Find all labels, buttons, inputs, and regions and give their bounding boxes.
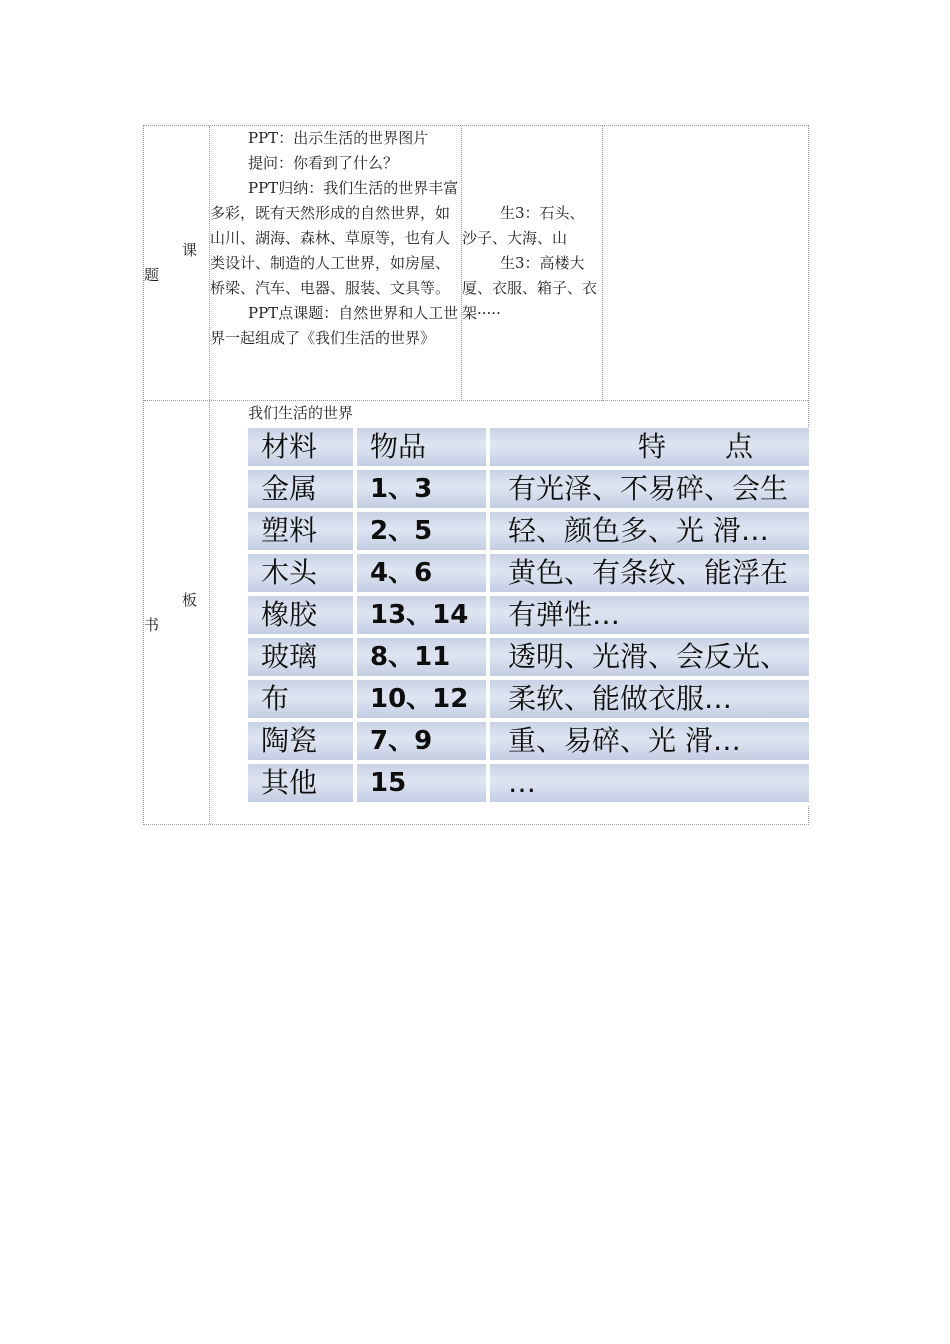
feature-cell: … <box>490 764 809 802</box>
teacher-line: PPT：出示生活的世界图片 <box>248 129 429 147</box>
board-row <box>248 470 809 508</box>
feature-cell: 有弹性… <box>490 596 809 634</box>
row-label-bottom: 题 <box>144 266 160 284</box>
feature-cell: 有光泽、不易碎、会生 <box>490 470 809 508</box>
column-divider <box>602 126 603 401</box>
header-feature <box>490 428 809 466</box>
board-title: 我们生活的世界 <box>248 404 354 422</box>
material-cell: 玻璃 <box>248 638 353 676</box>
header-material: 材料 <box>248 428 353 466</box>
items-cell: 8、11 <box>357 638 486 676</box>
teacher-summary: PPT归纳：我们生活的世界丰富多彩，既有天然形成的自然世界，如山川、湖海、森林、草原等，也有人类设计、制造的人工世界，如房屋、桥梁、汽车、电器、服装、文具等。 <box>210 179 459 297</box>
row-divider <box>144 400 808 401</box>
row-label-top: 板 <box>182 591 198 609</box>
material-cell: 木头 <box>248 554 353 592</box>
board-row <box>248 722 809 760</box>
material-cell: 陶瓷 <box>248 722 353 760</box>
feature-cell: 柔软、能做衣服… <box>490 680 809 718</box>
feature-cell: 透明、光滑、会反光、 <box>490 638 809 676</box>
row-label-bottom: 书 <box>144 616 160 634</box>
items-cell: 4、6 <box>357 554 486 592</box>
student-answer: 生3：高楼大厦、衣服、箱子、衣架····· <box>462 254 598 322</box>
header-feature-char: 特 <box>638 430 667 463</box>
feature-cell: 重、易碎、光 滑… <box>490 722 809 760</box>
teacher-line: 提问：你看到了什么？ <box>248 154 399 172</box>
items-cell: 2、5 <box>357 512 486 550</box>
material-cell: 塑料 <box>248 512 353 550</box>
board-row <box>248 680 809 718</box>
student-answer: 生3：石头、沙子、大海、山 <box>462 204 585 247</box>
material-cell: 橡胶 <box>248 596 353 634</box>
teacher-activity <box>210 126 460 351</box>
material-cell: 金属 <box>248 470 353 508</box>
row-label-top: 课 <box>182 241 198 259</box>
board-row <box>248 596 809 634</box>
material-cell: 其他 <box>248 764 353 802</box>
material-cell: 布 <box>248 680 353 718</box>
items-cell: 13、14 <box>357 596 486 634</box>
feature-cell: 黄色、有条纹、能浮在 <box>490 554 809 592</box>
items-cell: 10、12 <box>357 680 486 718</box>
feature-cell: 轻、颜色多、光 滑… <box>490 512 809 550</box>
items-cell: 1、3 <box>357 470 486 508</box>
student-activity <box>462 201 598 326</box>
header-feature-char: 点 <box>725 430 754 463</box>
board-row <box>248 512 809 550</box>
board-row <box>248 764 809 802</box>
board-row <box>248 638 809 676</box>
board-header-row <box>248 428 809 466</box>
board-row <box>248 554 809 592</box>
header-items: 物品 <box>357 428 486 466</box>
items-cell: 7、9 <box>357 722 486 760</box>
items-cell: 15 <box>357 764 486 802</box>
blackboard-table <box>248 428 809 806</box>
teacher-topic: PPT点课题：自然世界和人工世界一起组成了《我们生活的世界》 <box>210 304 459 347</box>
